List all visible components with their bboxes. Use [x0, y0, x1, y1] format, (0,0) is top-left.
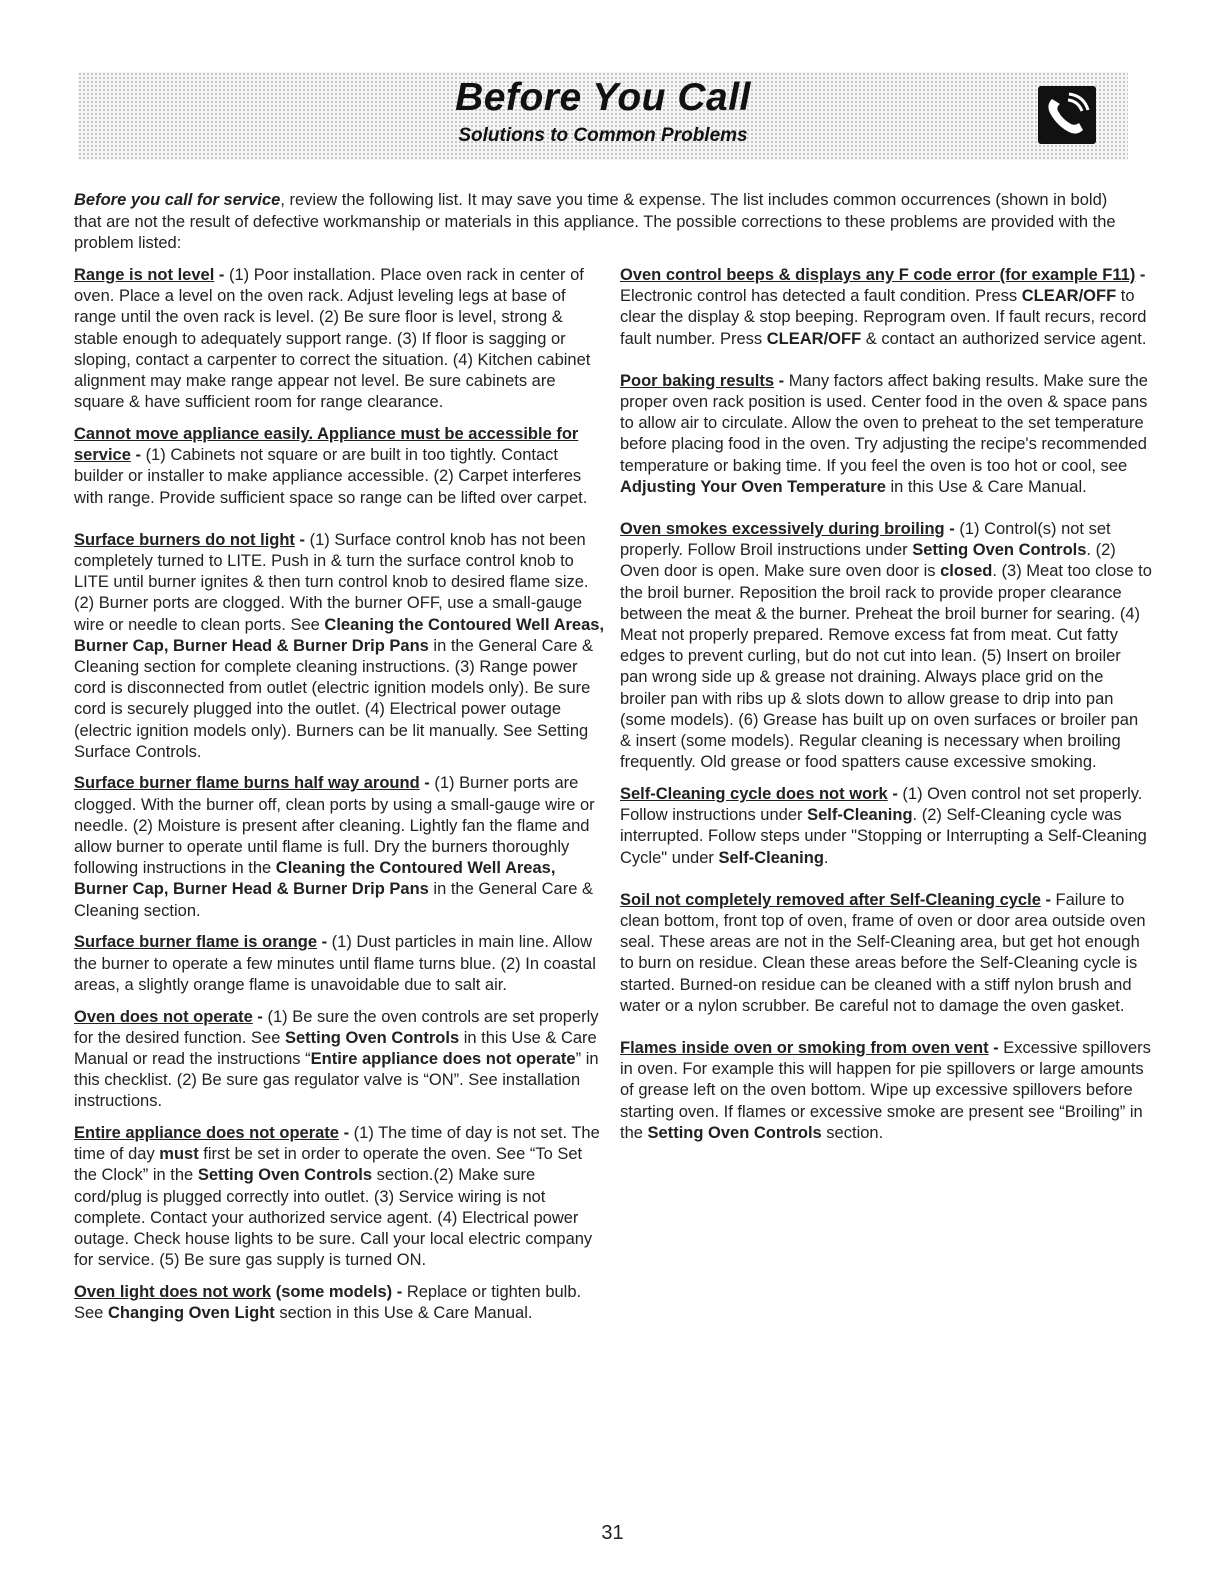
entry-title: Soil not completely removed after Self-Cleaning cycle [620, 890, 1041, 909]
entry-flames-inside: Flames inside oven or smoking from oven vent - Excessive spillovers in oven. For example this will happen for pie spillovers or large amounts of grease left on the oven bottom. Wipe up excessive spillovers before starting oven. If flames or excessive smoke are present see “Broiling” in the Setting Oven Controls section. [620, 1039, 1151, 1142]
entry-title: Self-Cleaning cycle does not work [620, 784, 888, 803]
entry-surface-not-light: Surface burners do not light - (1) Surface control knob has not been completely turned to LITE. Push in & turn the surface control knob to LITE until burner ignites & then turn control knob to desired flame size. (2) Burner ports are clogged. With the burner OFF, use a small-gauge wire or needle to clean ports. See Cleaning the Contoured Well Areas, Burner Cap, Burner Head & Burner Drip Pans in the General Care & Cleaning section for complete cleaning instructions. (3) Range power cord is disconnected from outlet (electric ignition models only). Be sure cord is securely plugged into the outlet. (4) Electrical power outage (electric ignition models only). Burners can be lit manually. See Setting Surface Controls. [74, 530, 605, 761]
entry-title: Surface burner flame burns half way around [74, 774, 420, 793]
entry-cannot-move: Cannot move appliance easily. Appliance must be accessible for service - (1) Cabinets not square or are built in too tightly. Contact builder or installer to make appliance accessible. (2) Carpet interferes with range. Provide sufficient space so range can be lifted over carpet. [74, 424, 588, 507]
entry-oven-light: Oven light does not work (some models) - Replace or tighten bulb. See Changing Oven Light section in this Use & Care Manual. [74, 1282, 582, 1323]
entry-soil-not-removed: Soil not completely removed after Self-Cleaning cycle - Failure to clean bottom, front top of oven, frame of oven or door area outside oven seal. These areas are not in the Self-Cleaning area, but get hot enough to burn on residue. Clean these areas before the Self-Cleaning cycle is started. Burned-on residue can be cleaned with a stiff nylon brush and water or a nylon scrubber. Be careful not to damage the oven gasket. [620, 890, 1146, 1015]
entry-poor-baking: Poor baking results - Many factors affect baking results. Make sure the proper oven rack position is used. Center food in the oven & space pans to allow air to circulate. Allow the oven to preheat to the set temperature before placing food in the oven. Try adjusting the recipe's recommended temperature or baking time. If you feel the oven is too hot or cool, see Adjusting Your Oven Temperature in this Use & Care Manual. [620, 371, 1148, 496]
entry-oven-not-operate: Oven does not operate - (1) Be sure the oven controls are set properly for the desired function. See Setting Oven Controls in this Use & Care Manual or read the instructions “Entire appliance does not operate” in this checklist. (2) Be sure gas regulator valve is “ON”. See installation instructions. [74, 1007, 599, 1111]
entry-entire-not-operate: Entire appliance does not operate - (1) The time of day is not set. The time of day must first be set in order to operate the oven. See “To Set the Clock” in the Setting Oven Controls section.(2) Make sure cord/plug is plugged correctly into outlet. (3) Service wiring is not complete. Contact your authorized service agent. (4) Electrical power outage. Check house lights to be sure. Call your local electric company for service. (5) Be sure gas supply is turned ON. [74, 1124, 600, 1270]
left-column [74, 265, 606, 1335]
page-title: Before You Call [455, 76, 751, 119]
entry-title: Cannot move appliance easily. Appliance must be accessible for service [74, 424, 579, 465]
intro-paragraph [74, 190, 1136, 255]
page-number: 31 [601, 1522, 624, 1544]
entry-title: Range is not level [74, 266, 215, 284]
intro-lead: Before you call for service [74, 191, 281, 209]
entry-title: Oven does not operate [74, 1007, 253, 1026]
entry-self-clean: Self-Cleaning cycle does not work - (1) Oven control not set properly. Follow instructions under Self-Cleaning. (2) Self-Cleaning cycle was interrupted. Follow steps under "Stopping or Interrupting a Self-Cleaning Cycle" under Self-Cleaning. [620, 784, 1147, 867]
page-subtitle: Solutions to Common Problems [458, 125, 748, 146]
entry-flame-half-way: Surface burner flame burns half way around - (1) Burner ports are clogged. With the burner off, clean ports by using a small-gauge wire or needle. (2) Moisture is present after cleaning. Lightly fan the flame and allow burner to operate until flame is full. Dry the burners thoroughly following instructions in the Cleaning the Contoured Well Areas, Burner Cap, Burner Head & Burner Drip Pans in the General Care & Cleaning section. [74, 774, 595, 920]
entry-title: Flames inside oven or smoking from oven vent [620, 1039, 989, 1057]
entry-flame-orange: Surface burner flame is orange - (1) Dust particles in main line. Allow the burner to operate a few minutes until flame turns blue. (2) In coastal areas, a slightly orange flame is unavoidable due to salt air. [74, 933, 596, 994]
entry-title: Surface burners do not light [74, 530, 295, 549]
telephone-icon [1038, 86, 1096, 144]
header-banner [78, 72, 1128, 160]
entry-title: Oven light does not work [74, 1282, 272, 1301]
entry-oven-smokes: Oven smokes excessively during broiling - (1) Control(s) not set properly. Follow Broil instructions under Setting Oven Controls. (2) Oven door is open. Make sure oven door is closed. (3) Meat too close to the broil burner. Reposition the broil rack to provide proper clearance between the meat & the burner. Preheat the broil burner for searing. (4) Meat not properly prepared. Remove excess fat from meat. Cut fatty edges to prevent curling, but do not cut into lean. (5) Insert on broiler pan wrong side up & grease not draining. Always place grid on the broiler pan with ribs up & slots down to allow grease to drip into pan (some models). (6) Grease has built up on oven surfaces or broiler pan & insert (some models). Regular cleaning is necessary when broiling frequently. Old grease or food spatters cause excessive smoking. [620, 520, 1152, 772]
entry-f-code: Oven control beeps & displays any F code error (for example F11) - Electronic control has detected a fault condition. Press CLEAR/OFF to clear the display & stop beeping. Reprogram oven. If fault recurs, record fault number. Press CLEAR/OFF & contact an authorized service agent. [620, 266, 1147, 348]
entry-title: Surface burner flame is orange [74, 933, 317, 952]
entry-title: Oven control beeps & displays any F code error (for example F11) [620, 266, 1136, 284]
entry-range-not-level: Range is not level - (1) Poor installation. Place oven rack in center of oven. Place a level on the oven rack. Adjust leveling legs at base of range until the oven rack is level. (2) Be sure floor is level, strong & stable enough to adequately support range. (3) If floor is sagging or sloping, contact a carpenter to correct the situation. (4) Kitchen cabinet alignment may make range appear not level. Be sure cabinets are square & have sufficient room for range clearance. [74, 266, 591, 412]
entry-title: Entire appliance does not operate [74, 1124, 339, 1143]
intro-text: , review the following list. It may save you time & expense. The list includes common occurrences (shown in bold) that are not the result of defective workmanship or materials in this appliance. The possible corrections to these problems are provided with the problem listed: [74, 191, 1116, 252]
entry-title: Poor baking results [620, 371, 775, 390]
entry-title: Oven smokes excessively during broiling [620, 520, 945, 539]
right-column [620, 265, 1152, 1155]
